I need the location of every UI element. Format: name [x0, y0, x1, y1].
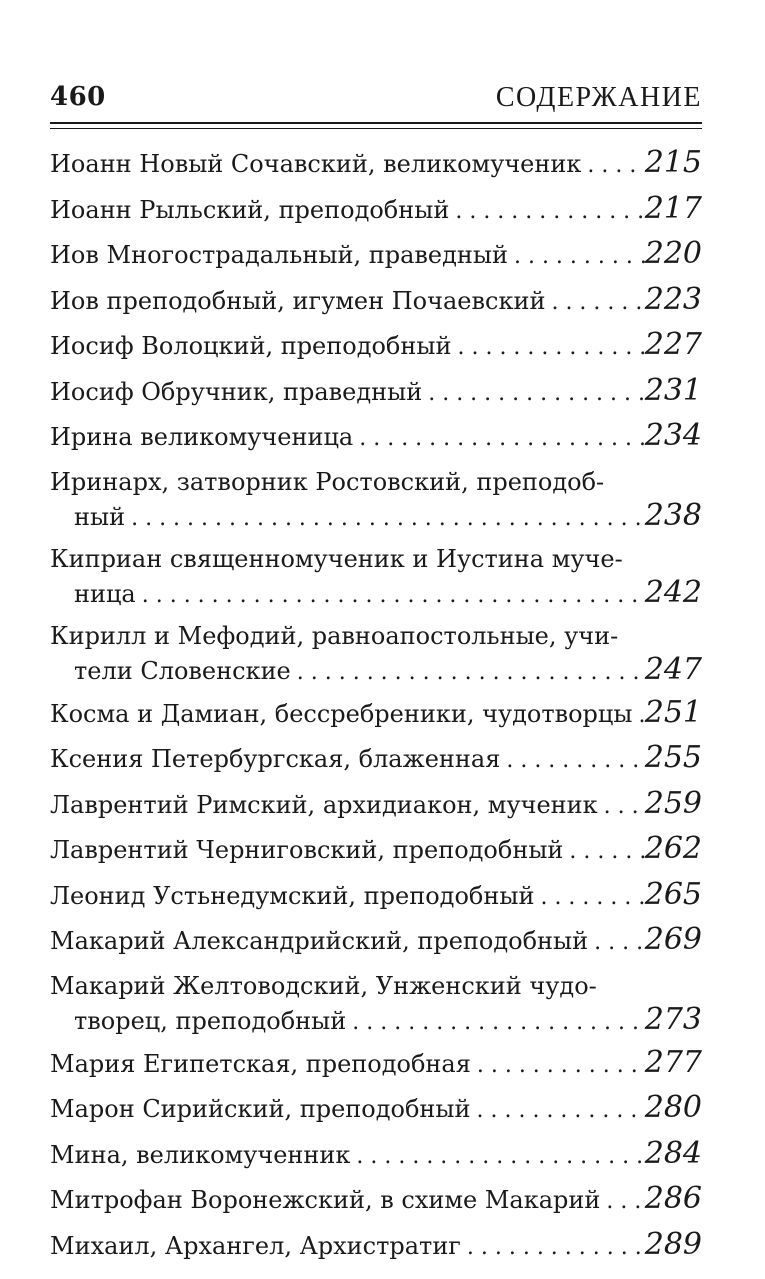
toc-entry-page-number: 265	[644, 876, 702, 912]
toc-entry	[50, 878, 702, 916]
toc-entry-page-number: 242	[644, 575, 702, 610]
toc-entry	[50, 283, 702, 321]
toc-entry	[50, 1137, 702, 1175]
toc-entry	[50, 787, 702, 825]
dot-leader	[422, 377, 645, 412]
toc-entry	[50, 1046, 702, 1084]
toc-entry	[50, 1091, 702, 1129]
toc-entry	[50, 465, 702, 537]
dot-leader	[461, 1231, 645, 1266]
toc-entry-title: Макарий Александрийский, преподобный	[50, 927, 589, 955]
toc-entry-line	[50, 576, 702, 614]
toc-entry-title: Иоанн Рыльский, преподобный	[50, 195, 450, 224]
toc-entry	[50, 619, 702, 691]
dot-leader	[291, 656, 645, 691]
dot-leader	[545, 286, 644, 321]
toc-entry-page-number: 286	[644, 1181, 702, 1216]
toc-entry-page-number: 284	[644, 1135, 702, 1171]
toc-entry-line	[50, 1228, 702, 1266]
dot-leader	[500, 744, 644, 779]
dot-leader	[125, 502, 645, 537]
running-title: СОДЕРЖАНИЕ	[495, 82, 702, 113]
dot-leader	[563, 835, 644, 870]
toc-entry-line	[50, 741, 702, 779]
toc-entry	[50, 1228, 702, 1266]
toc-entry-line	[50, 878, 702, 916]
toc-entry-title: Лаврентий Римский, архидиакон, мученик	[50, 790, 598, 819]
toc-entry-title: Иов преподобный, игумен Почаевский	[50, 286, 546, 315]
toc-entry-page-number: 238	[644, 498, 702, 533]
toc-entry-line	[50, 923, 702, 961]
toc-entry-title-line1: Иринарх, затворник Ростовский, преподоб-	[50, 467, 605, 496]
toc-entry-page-number: 220	[644, 236, 702, 271]
header-rule-thin	[50, 128, 702, 129]
page-number: 460	[50, 82, 106, 112]
toc-entry	[50, 969, 702, 1041]
toc-entry-line	[50, 696, 702, 734]
toc-entry-title: Иосиф Обручник, праведный	[50, 377, 423, 406]
toc-entry	[50, 328, 702, 366]
toc-entry	[50, 741, 702, 779]
toc-entry-line	[50, 1182, 702, 1220]
toc-entry-line	[50, 1091, 702, 1129]
toc-entry-page-number: 227	[644, 327, 702, 362]
toc-entry-line	[50, 237, 702, 275]
toc-entry-line	[50, 653, 702, 691]
toc-entry-line	[50, 787, 702, 825]
toc-entry-title-line1: Киприан священномученик и Иустина муче-	[50, 544, 623, 573]
toc-entry	[50, 237, 702, 275]
toc-entry-title-line1: Макарий Желтоводский, Унженский чудо-	[50, 971, 597, 1000]
table-of-contents	[50, 146, 702, 1273]
dot-leader	[508, 240, 645, 275]
toc-entry-title: Михаил, Архангел, Архистратиг	[50, 1231, 461, 1260]
toc-entry-title: ный	[74, 503, 126, 531]
dot-leader	[449, 195, 644, 230]
toc-entry-page-number: 273	[644, 1002, 702, 1037]
toc-entry-title: Иов Многострадальный, праведный	[50, 241, 508, 269]
toc-entry-line	[50, 1003, 702, 1041]
toc-entry	[50, 192, 702, 230]
dot-leader	[471, 1094, 645, 1129]
dot-leader	[534, 881, 644, 916]
toc-entry-page-number: 234	[644, 418, 702, 453]
toc-entry-page-number: 251	[644, 694, 702, 730]
toc-entry-title: Иосиф Волоцкий, преподобный	[50, 332, 452, 360]
toc-entry-line	[50, 328, 702, 366]
toc-entry-page-number: 255	[644, 740, 702, 775]
toc-entry	[50, 542, 702, 614]
dot-leader	[346, 1006, 644, 1041]
toc-entry-page-number: 247	[644, 652, 702, 687]
header-rule-thick	[50, 122, 702, 124]
dot-leader	[451, 331, 644, 366]
toc-entry	[50, 832, 702, 870]
toc-entry	[50, 923, 702, 961]
dot-leader	[581, 149, 644, 184]
toc-entry	[50, 419, 702, 457]
toc-entry-title: Косма и Дамиан, бессребреники, чудотворцы	[50, 699, 633, 728]
dot-leader	[588, 926, 645, 961]
toc-entry	[50, 696, 702, 734]
dot-leader	[632, 699, 644, 734]
dot-leader	[598, 790, 645, 825]
toc-entry-line	[50, 374, 702, 412]
toc-entry-page-number: 217	[644, 190, 702, 226]
toc-entry-page-number: 269	[644, 922, 702, 957]
toc-entry	[50, 374, 702, 412]
toc-entry-line	[50, 419, 702, 457]
dot-leader	[600, 1185, 644, 1220]
toc-entry-title: Мина, великомученник	[50, 1140, 351, 1169]
toc-entry-title: творец, преподобный	[74, 1007, 347, 1035]
dot-leader	[471, 1049, 645, 1084]
toc-entry-line	[50, 192, 702, 230]
toc-entry-title: Мария Египетская, преподобная	[50, 1049, 471, 1078]
toc-entry-title: тели Словенские	[74, 657, 291, 685]
toc-entry-page-number: 280	[644, 1090, 702, 1125]
toc-entry-title: Лаврентий Черниговский, преподобный	[50, 836, 564, 864]
toc-entry-title: Ирина великомученица	[50, 423, 354, 451]
toc-entry-page-number: 215	[644, 145, 702, 180]
toc-entry-title: Леонид Устьнедумский, преподобный	[50, 881, 535, 910]
toc-entry-title: Марон Сирийский, преподобный	[50, 1095, 471, 1123]
toc-entry-page-number: 277	[644, 1044, 702, 1080]
toc-entry-line	[50, 1137, 702, 1175]
toc-entry-line	[50, 146, 702, 184]
toc-entry-title-line1: Кирилл и Мефодий, равноапостольные, учи-	[50, 621, 619, 650]
toc-entry-title: Иоанн Новый Сочавский, великомученик	[50, 150, 582, 178]
toc-entry-title: Митрофан Воронежский, в схиме Макарий	[50, 1186, 601, 1214]
toc-entry-line	[50, 283, 702, 321]
toc-entry-line	[50, 1046, 702, 1084]
toc-entry-page-number: 289	[644, 1226, 702, 1262]
toc-entry	[50, 1182, 702, 1220]
toc-entry-line	[50, 832, 702, 870]
toc-entry-page-number: 262	[644, 831, 702, 866]
toc-entry-page-number: 223	[644, 281, 702, 317]
dot-leader	[350, 1140, 644, 1175]
dot-leader	[353, 422, 645, 457]
toc-entry-title: Ксения Петербургская, блаженная	[50, 745, 501, 773]
dot-leader	[136, 579, 645, 614]
page-header	[50, 78, 702, 114]
toc-entry	[50, 146, 702, 184]
toc-entry-title: ница	[74, 580, 136, 608]
toc-entry-page-number: 259	[644, 785, 702, 821]
toc-entry-line	[50, 499, 702, 537]
toc-entry-page-number: 231	[644, 372, 702, 408]
book-page	[50, 0, 702, 1279]
